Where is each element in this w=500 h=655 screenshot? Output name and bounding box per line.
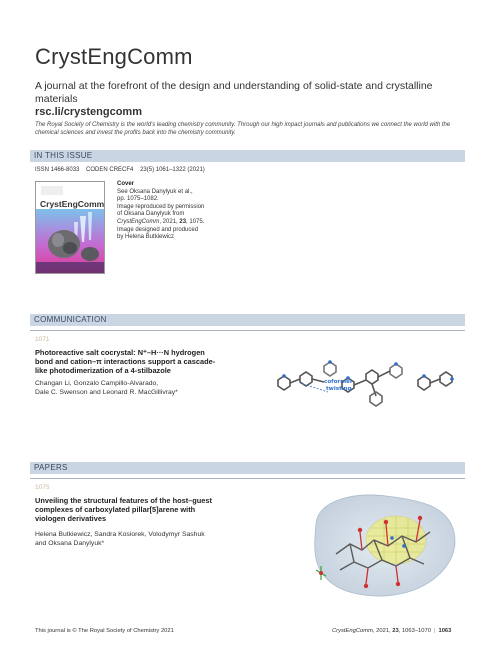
issn: ISSN 1466-8033 bbox=[35, 167, 80, 173]
section-bar-communication bbox=[30, 314, 465, 326]
page-number: 1063 bbox=[438, 628, 452, 634]
rsc-blurb: The Royal Society of Chemistry is the world's leading chemistry community. Through our high impact journals and publications we connect the world with the chemical sciences and invest the profits back into the chemistry community. bbox=[35, 122, 451, 136]
cover-image-title: CrystEngComm bbox=[40, 199, 105, 209]
journal-url[interactable]: rsc.li/crystengcomm bbox=[35, 106, 142, 118]
volume-info: 23(5) 1061–1322 (2021) bbox=[140, 167, 205, 173]
section-heading: IN THIS ISSUE bbox=[34, 151, 93, 160]
article-title[interactable]: Unveiling the structural features of the host–guest complexes of carboxylated pillar[5]arene with viologen derivatives bbox=[35, 496, 212, 523]
footer-citation: CrystEngComm, 2021, 23, 1063–1070 | 1063 bbox=[332, 628, 452, 634]
communication-graphic[interactable] bbox=[268, 352, 468, 412]
graphic-label: coformer bbox=[324, 379, 353, 385]
papers-graphic[interactable] bbox=[296, 484, 466, 604]
article-authors: Changan Li, Gonzalo Campillo-Alvarado, Dale C. Swenson and Leonard R. MacGillivray* bbox=[35, 380, 178, 396]
article-page-number: 1075 bbox=[35, 484, 50, 491]
divider bbox=[30, 478, 465, 479]
cover-line: by Helena Butkiewicz bbox=[117, 234, 175, 241]
cover-label: Cover bbox=[117, 181, 135, 187]
section-heading: COMMUNICATION bbox=[34, 315, 107, 324]
divider bbox=[30, 330, 465, 331]
section-bar-in-this-issue bbox=[30, 150, 465, 162]
cover-line: of Oksana Danylyuk from bbox=[117, 211, 185, 218]
issn-line bbox=[35, 167, 205, 173]
coden: CODEN CRECF4 bbox=[86, 167, 134, 173]
article-authors: Helena Butkiewicz, Sandra Kosiorek, Volodymyr Sashuk and Oksana Danylyuk* bbox=[35, 531, 205, 547]
journal-title: CrystEngComm bbox=[35, 44, 193, 69]
cover-line: See Oksana Danylyuk et al., bbox=[117, 188, 193, 195]
host-guest-graphic bbox=[296, 484, 466, 604]
article-page-number: 1071 bbox=[35, 336, 50, 343]
article-title[interactable]: Photoreactive salt cocrystal: N⁺–H···N hydrogen bond and cation–π interactions support a cascade- like photodimerization of a 4-stilbazole bbox=[35, 348, 216, 375]
cover-description bbox=[117, 181, 237, 242]
journal-tagline: A journal at the forefront of the design and understanding of solid-state and crystalline materials bbox=[35, 80, 433, 105]
cover-art bbox=[36, 182, 105, 274]
section-heading: PAPERS bbox=[34, 463, 68, 472]
molecule-graphic bbox=[268, 352, 468, 412]
graphic-label: twisting bbox=[326, 386, 352, 392]
cover-image[interactable] bbox=[35, 181, 105, 274]
cover-line: CrystEngComm, 2021, 23, 1075. bbox=[117, 218, 205, 225]
section-bar-papers bbox=[30, 462, 465, 474]
cover-line: Image designed and produced bbox=[117, 226, 199, 233]
footer-copyright: This journal is © The Royal Society of Chemistry 2021 bbox=[35, 628, 174, 634]
cover-line: pp. 1075–1082. bbox=[117, 196, 159, 203]
cover-line: Image reproduced by permission bbox=[117, 203, 205, 210]
